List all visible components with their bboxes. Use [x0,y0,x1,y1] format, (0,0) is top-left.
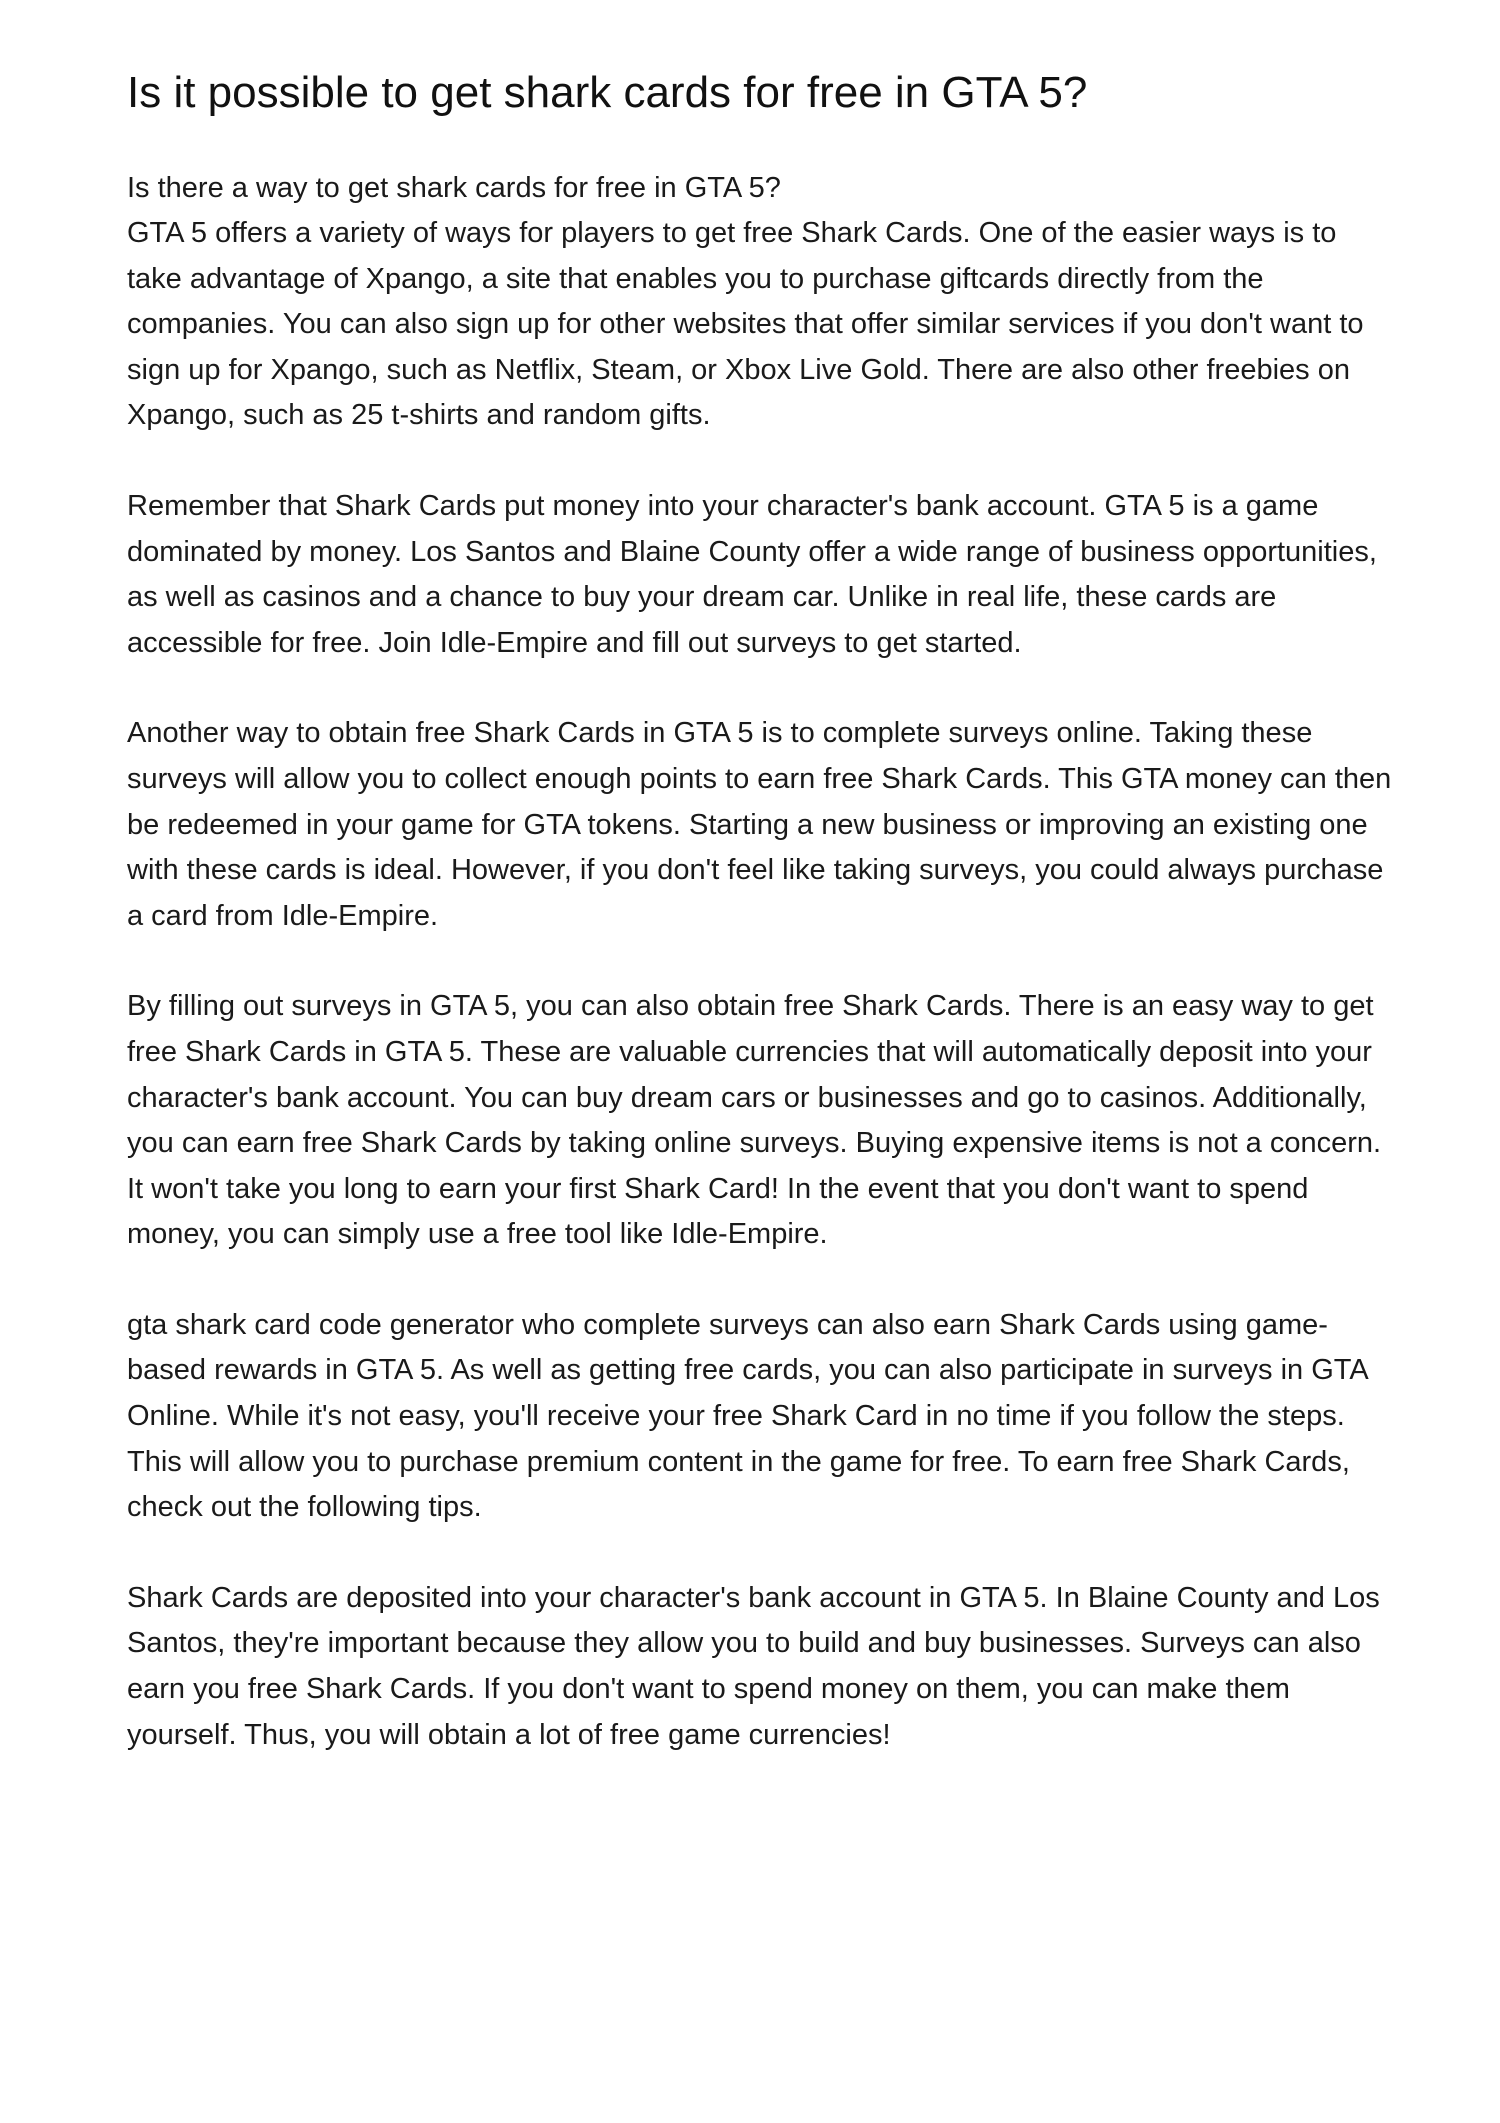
subtitle: Is there a way to get shark cards for free in GTA 5? [127,172,781,204]
paragraph-3: Another way to obtain free Shark Cards in GTA 5 is to complete surveys online. Taking these surveys will allow you to collect enough points to earn free Shark Cards. This GTA money can then be redeemed in your game for GTA tokens. Starting a new business or improving an existing one with these cards is ideal. However, if you don't feel like taking surveys, you could always purchase a card from Idle-Empire. [127,717,1392,932]
paragraph-6: Shark Cards are deposited into your character's bank account in GTA 5. In Blaine County and Los Santos, they're important because they allow you to build and buy businesses. Surveys can also earn you free Shark Cards. If you don't want to spend money on them, you can make them yourself. Thus, you will obtain a lot of free game currencies! [127,1581,1380,1751]
article-body [127,165,1392,1758]
paragraph-4: By filling out surveys in GTA 5, you can also obtain free Shark Cards. There is an easy way to get free Shark Cards in GTA 5. These are valuable currencies that will automatically deposit into your character's bank account. You can buy dream cars or businesses and go to casinos. Additionally, you can earn free Shark Cards by taking online surveys. Buying expensive items is not a concern. It won't take you long to earn your first Shark Card! In the event that you don't want to spend money, you can simply use a free tool like Idle-Empire. [127,990,1382,1251]
page-title: Is it possible to get shark cards for free in GTA 5? [127,68,1088,117]
paragraph-5: gta shark card code generator who complete surveys can also earn Shark Cards using game-based rewards in GTA 5. As well as getting free cards, you can also participate in surveys in GTA Online. While it's not easy, you'll receive your free Shark Card in no time if you follow the steps. This will allow you to purchase premium content in the game for free. To earn free Shark Cards, check out the following tips. [127,1308,1368,1524]
paragraph-2: Remember that Shark Cards put money into your character's bank account. GTA 5 is a game dominated by money. Los Santos and Blaine County offer a wide range of business opportunities, as well as casinos and a chance to buy your dream car. Unlike in real life, these cards are accessible for free. Join Idle-Empire and fill out surveys to get started. [127,489,1377,659]
document-page [127,64,1392,1803]
paragraph-1: GTA 5 offers a variety of ways for players to get free Shark Cards. One of the easier ways is to take advantage of Xpango, a site that enables you to purchase giftcards directly from the companies. You can also sign up for other websites that offer similar services if you don't want to sign up for Xpango, such as Netflix, Steam, or Xbox Live Gold. There are also other freebies on Xpango, such as 25 t-shirts and random gifts. [127,217,1364,432]
